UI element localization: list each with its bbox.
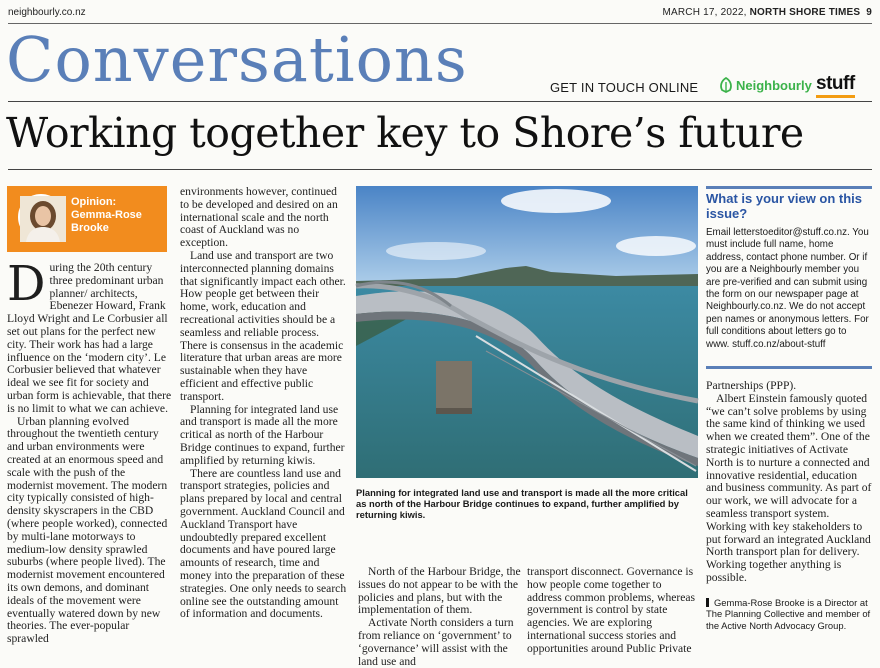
page-header	[8, 7, 872, 21]
photo-caption: Planning for integrated land use and transport is made all the more critical as north of the Harbour Bridge continues to expand, further amplified by returning kiwis.	[356, 487, 688, 520]
paragraph: environments however, continued to be developed and desired on an international scale and the north coast of Auckland was no exception.	[180, 185, 338, 250]
paragraph: During the 20th century three predominant urban planner/ architects, Ebenezer Howard, Frank Lloyd Wright and Le Corbusier all set out plans for the perfect new city. Their work has had a large influence on the ‘modern city’. Le Corbusier believed that whatever ideal we see fit for society and urban form is achievable, that there is no limit to what we can achieve.	[7, 256, 172, 415]
paragraph: There are countless land use and transport strategies, policies and plans prepared by local and central government. Auckland Council and Auckland Transport have undoubtedly prepared excellent documents and have poured large amounts of research, time and money into the preparation of these strategies. One only needs to search online see the outstanding amount of information and documents.	[180, 466, 347, 621]
headline-rule-bottom	[8, 169, 872, 170]
section-title: Conversations	[6, 23, 468, 96]
paragraph: North of the Harbour Bridge, the issues do not appear to be with the policies and plans, but with the implementation of them.	[358, 565, 521, 617]
paragraph: Urban planning evolved throughout the twentieth century and urban environments were created at an enormous speed and scale with the push of the modernist movement. The modern city typically consisted of high-density skyscrapers in the CBD (where people worked), connected by multi-lane motorways to medium-low density sprawled suburbs (where people lived). The modernist movement encountered its own demons, and dominant ideals of the movement were eventually watered down by new theories. The ever-popular sprawled	[7, 414, 168, 646]
article-column-3	[358, 566, 522, 668]
sidebar-heading: What is your view on this issue?	[706, 191, 863, 221]
get-in-touch-link[interactable]: GET IN TOUCH ONLINE	[550, 80, 699, 95]
author-bio	[706, 597, 876, 631]
stuff-logo-text: stuff	[816, 73, 855, 94]
neighbourly-logo[interactable]	[719, 77, 812, 93]
sidebar-body: Email letterstoeditor@stuff.co.nz. You must include full name, home address, contact phone number. Or if you are a Neighbourly member you are pre-verified and can submit using the form on our newspaper page at Neighbourly.co.nz. We do not accept pen names or anonymous letters. For full conditions about letters go to www. stuff.co.nz/about-stuff	[706, 227, 869, 350]
author-portrait	[18, 194, 64, 240]
author-bio-text: Gemma-Rose Brooke is a Director at The Planning Collective and member of the Active North Advocacy Group.	[706, 597, 871, 631]
article-headline: Working together key to Shore’s future	[6, 109, 804, 157]
stuff-logo[interactable]	[816, 73, 855, 95]
drop-cap: D	[7, 256, 46, 312]
issue-info: MARCH 17, 2022, NORTH SHORE TIMES 9	[662, 7, 872, 18]
opinion-box	[7, 186, 167, 252]
issue-date: MARCH 17, 2022	[662, 7, 744, 18]
neighbourly-leaf-icon	[719, 77, 733, 93]
sidebar-rule-bottom	[706, 366, 872, 369]
publication-name: NORTH SHORE TIMES	[749, 7, 861, 18]
sidebar-rule-top	[706, 186, 872, 189]
author-name-line2: Brooke	[71, 222, 109, 234]
page-number: 9	[866, 7, 872, 18]
paragraph: transport disconnect. Governance is how people come together to address common problems, whereas government is control by state agencies. We are exploring international success stories and opportunities around Public Private	[527, 565, 696, 655]
paragraph: Planning for integrated land use and transport is made all the more critical as north of the Harbour Bridge continues to expand, further amplified by returning kiwis.	[180, 402, 345, 467]
stuff-logo-underline	[816, 95, 855, 98]
opinion-label	[71, 196, 142, 235]
opinion-tag: Opinion:	[71, 196, 117, 208]
article-column-1	[7, 256, 172, 646]
author-name-line1: Gemma-Rose	[71, 209, 142, 221]
article-column-2	[180, 186, 348, 621]
paragraph: Albert Einstein famously quoted “we can’t solve problems by using the same kind of thinking we used when we created them”. One of the strategic initiatives of Activate North is to nurture a connected and innovative residential, education and business community. As part of our work, we will advocate for a seamless transport system. Working with key stakeholders to put forward an integrated Auckland North transport plan for delivery. Working together anything is possible.	[706, 391, 872, 584]
paragraph: Activate North considers a turn from reliance on ‘government’ to ‘governance’ will assist with the land use and	[358, 616, 514, 668]
paragraph: Partnerships (PPP).	[706, 379, 797, 392]
bio-marker	[706, 598, 709, 607]
site-url[interactable]: neighbourly.co.nz	[8, 7, 86, 18]
article-column-4	[527, 566, 699, 656]
headline-rule-top	[8, 101, 872, 102]
harbour-bridge-photo	[356, 186, 698, 478]
neighbourly-logo-text: Neighbourly	[736, 77, 812, 93]
paragraph: Land use and transport are two interconnected planning domains that significantly impact each other. How people get between their home, work, education and recreational activities should be a seamless and reliable process. There is consensus in the academic literature that urban areas are more sustainable when they have efficient and effective public transport.	[180, 248, 346, 403]
article-column-5	[706, 380, 872, 585]
